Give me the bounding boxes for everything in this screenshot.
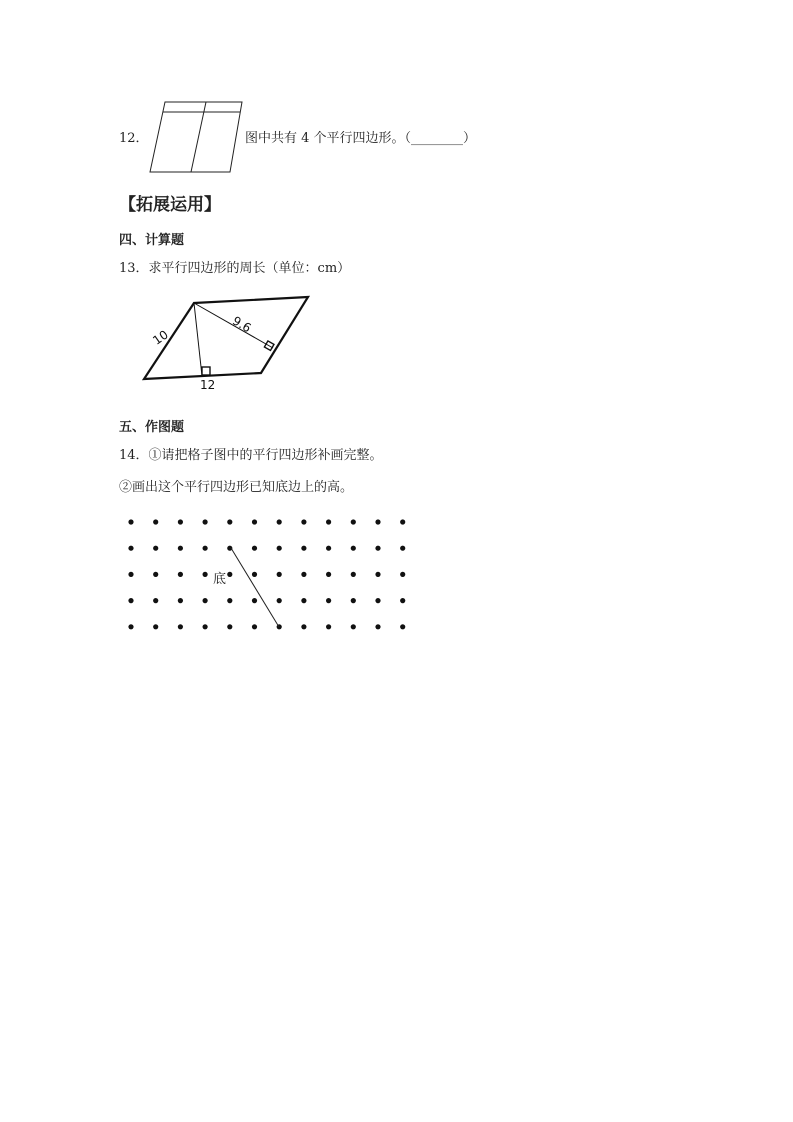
- grid-dot[interactable]: [375, 546, 380, 551]
- grid-dot[interactable]: [178, 519, 183, 524]
- given-base-side: [231, 548, 279, 627]
- section-heading: 【拓展运用】: [119, 195, 221, 215]
- grid-dot[interactable]: [252, 519, 257, 524]
- grid-dot[interactable]: [252, 572, 257, 577]
- grid-dot[interactable]: [375, 598, 380, 603]
- grid-dot[interactable]: [153, 624, 158, 629]
- grid-dot[interactable]: [326, 519, 331, 524]
- q14-line1: 14．①请把格子图中的平行四边形补画完整。: [119, 448, 383, 463]
- grid-dot[interactable]: [153, 598, 158, 603]
- grid-dot[interactable]: [351, 598, 356, 603]
- grid-dot[interactable]: [326, 624, 331, 629]
- grid-dot[interactable]: [400, 519, 405, 524]
- base-text-label: 底: [213, 572, 227, 587]
- grid-dot[interactable]: [203, 598, 208, 603]
- grid-dot[interactable]: [227, 519, 232, 524]
- grid-dot[interactable]: [277, 572, 282, 577]
- grid-dot[interactable]: [326, 598, 331, 603]
- q13-text: 13．求平行四边形的周长（单位：cm）: [119, 261, 351, 276]
- grid-dot[interactable]: [375, 624, 380, 629]
- grid-dot[interactable]: [375, 519, 380, 524]
- q12-answer-blank[interactable]: ________: [411, 131, 464, 146]
- grid-dot[interactable]: [128, 598, 133, 603]
- q13-figure: [135, 290, 320, 395]
- grid-dot[interactable]: [153, 572, 158, 577]
- base-label: 12: [200, 378, 216, 392]
- grid-dot[interactable]: [252, 624, 257, 629]
- height-to-base: [194, 303, 202, 376]
- grid-dot[interactable]: [227, 572, 232, 577]
- q14-line2: ②画出这个平行四边形已知底边上的高。: [119, 480, 354, 495]
- right-angle-mark-base: [202, 367, 210, 375]
- grid-dot[interactable]: [400, 624, 405, 629]
- q12-text: 图中共有 4 个平行四边形。（: [245, 131, 412, 146]
- side-label: 10: [150, 327, 171, 348]
- grid-dot[interactable]: [351, 572, 356, 577]
- section-4-title: 四、计算题: [119, 233, 185, 248]
- dot-grid[interactable]: [120, 510, 420, 640]
- grid-dot[interactable]: [153, 519, 158, 524]
- height-label: 9.6: [229, 313, 254, 336]
- grid-dot[interactable]: [326, 572, 331, 577]
- grid-dot[interactable]: [128, 546, 133, 551]
- grid-dot[interactable]: [128, 519, 133, 524]
- grid-dot[interactable]: [301, 546, 306, 551]
- grid-dot[interactable]: [301, 519, 306, 524]
- grid-dot[interactable]: [351, 519, 356, 524]
- grid-dot[interactable]: [128, 624, 133, 629]
- grid-dot[interactable]: [178, 624, 183, 629]
- grid-dot[interactable]: [252, 598, 257, 603]
- q12-figure: [145, 98, 245, 178]
- grid-dot[interactable]: [326, 546, 331, 551]
- grid-dot[interactable]: [351, 624, 356, 629]
- grid-dot[interactable]: [277, 519, 282, 524]
- grid-dot[interactable]: [128, 572, 133, 577]
- grid-dot[interactable]: [203, 624, 208, 629]
- q12-number: 12．: [119, 131, 149, 146]
- grid-dot[interactable]: [252, 546, 257, 551]
- q12-statement: [245, 131, 476, 147]
- grid-dot[interactable]: [301, 598, 306, 603]
- grid-dot[interactable]: [400, 598, 405, 603]
- grid-dot[interactable]: [203, 546, 208, 551]
- grid-dot[interactable]: [178, 598, 183, 603]
- q12-close: ）: [463, 131, 477, 146]
- grid-dot[interactable]: [203, 572, 208, 577]
- grid-dot[interactable]: [178, 546, 183, 551]
- grid-dot[interactable]: [375, 572, 380, 577]
- section-5-title: 五、作图题: [119, 420, 185, 435]
- grid-dot[interactable]: [277, 546, 282, 551]
- grid-dot[interactable]: [203, 519, 208, 524]
- grid-dot[interactable]: [301, 624, 306, 629]
- grid-dot[interactable]: [400, 546, 405, 551]
- grid-dot[interactable]: [351, 546, 356, 551]
- grid-dot[interactable]: [400, 572, 405, 577]
- grid-dot[interactable]: [227, 624, 232, 629]
- grid-dot[interactable]: [277, 598, 282, 603]
- grid-dots: [128, 519, 405, 629]
- grid-dot[interactable]: [153, 546, 158, 551]
- grid-dot[interactable]: [178, 572, 183, 577]
- grid-dot[interactable]: [301, 572, 306, 577]
- grid-dot[interactable]: [227, 598, 232, 603]
